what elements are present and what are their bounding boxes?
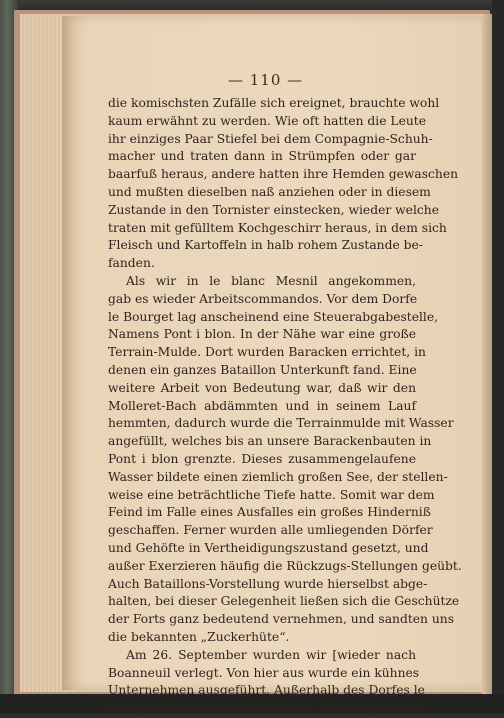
text-line: außer Exerzieren häufig die Rückzugs-Stellungen geübt. (108, 558, 462, 573)
text-line: und mußten dieselben naß anziehen oder in diesem (108, 184, 431, 199)
text-line: der Forts ganz bedeutend vernehmen, und sandten uns (108, 612, 455, 627)
text-line: kaum erwähnt zu werden. Wie oft hatten die Leute (108, 113, 427, 128)
text-line: hemmten, dadurch wurde die Terrainmulde mit Wasser (108, 416, 454, 431)
text-line: Zustande in den Tornister einstecken, wieder welche (108, 202, 439, 217)
text-line: geschaffen. Ferner wurden alle umliegenden Dörfer (108, 523, 433, 538)
body-text (108, 95, 462, 718)
text-line: traten mit gefülltem Kochgeschirr heraus, in dem sich (108, 220, 447, 235)
text-line: weise eine beträchtliche Tiefe hatte. Somit war dem (108, 487, 435, 502)
text-line: Pont i blon grenzte. Dieses zusammengelaufene (108, 451, 416, 466)
text-line: Am 26. September wurden wir [wieder nach (126, 647, 416, 662)
text-line: Boanneuil verlegt. Von hier aus wurde ein kühnes (108, 665, 420, 680)
text-line: Auch Bataillons-Vorstellung wurde hierselbst abge- (108, 576, 428, 591)
text-line: Wasser bildete einen ziemlich großen See, der stellen- (108, 469, 448, 484)
text-line: Namens Pont i blon. In der Nähe war eine große (108, 327, 416, 342)
text-line: baarfuß heraus, andere hatten ihre Hemden gewaschen (108, 167, 459, 182)
text-line: Fleisch und Kartoffeln in halb rohem Zustande be- (108, 238, 423, 253)
text-line: macher und traten dann in Strümpfen oder gar (108, 149, 416, 164)
text-line: Bourget standen auf dem Geleise der Ringbahn 40 (108, 701, 425, 716)
text-line: Terrain-Mulde. Dort wurden Baracken errichtet, in (108, 345, 426, 360)
text-line: angefüllt, welches bis an unsere Barackenbauten in (108, 434, 432, 449)
text-line: die komischsten Zufälle sich ereignet, brauchte wohl (108, 96, 440, 110)
text-line: ihr einziges Paar Stiefel bei dem Compagnie-Schuh- (108, 131, 433, 146)
text-line: halten, bei dieser Gelegenheit ließen sich die Geschütze (108, 594, 460, 609)
text-line: die bekannten „Zuckerhüte“. (108, 629, 290, 644)
text-line: Feind im Falle eines Ausfalles ein großes Hinderniß (108, 505, 431, 520)
text-line: weitere Arbeit von Bedeutung war, daß wir den (108, 380, 416, 395)
text-line: Molleret-Bach abdämmten und in seinem Lauf (108, 398, 416, 413)
text-line: Unternehmen ausgeführt. Außerhalb des Dorfes le (108, 683, 425, 698)
text-line: Als wir in le blanc Mesnil angekommen, (126, 273, 416, 288)
text-line: und Gehöfte in Vertheidigungszustand gesetzt, und (108, 540, 429, 555)
text-line: fanden. (108, 256, 155, 271)
page-right-edge (482, 14, 492, 694)
text-line: le Bourget lag anscheinend eine Steuerabgabestelle, (108, 309, 439, 324)
backdrop-right (492, 0, 504, 713)
page-number: — 110 — (228, 71, 304, 89)
text-line: denen ein ganzes Bataillon Unterkunft fand. Eine (108, 362, 417, 377)
text-line: gab es wieder Arbeitscommandos. Vor dem Dorfe (108, 291, 418, 306)
